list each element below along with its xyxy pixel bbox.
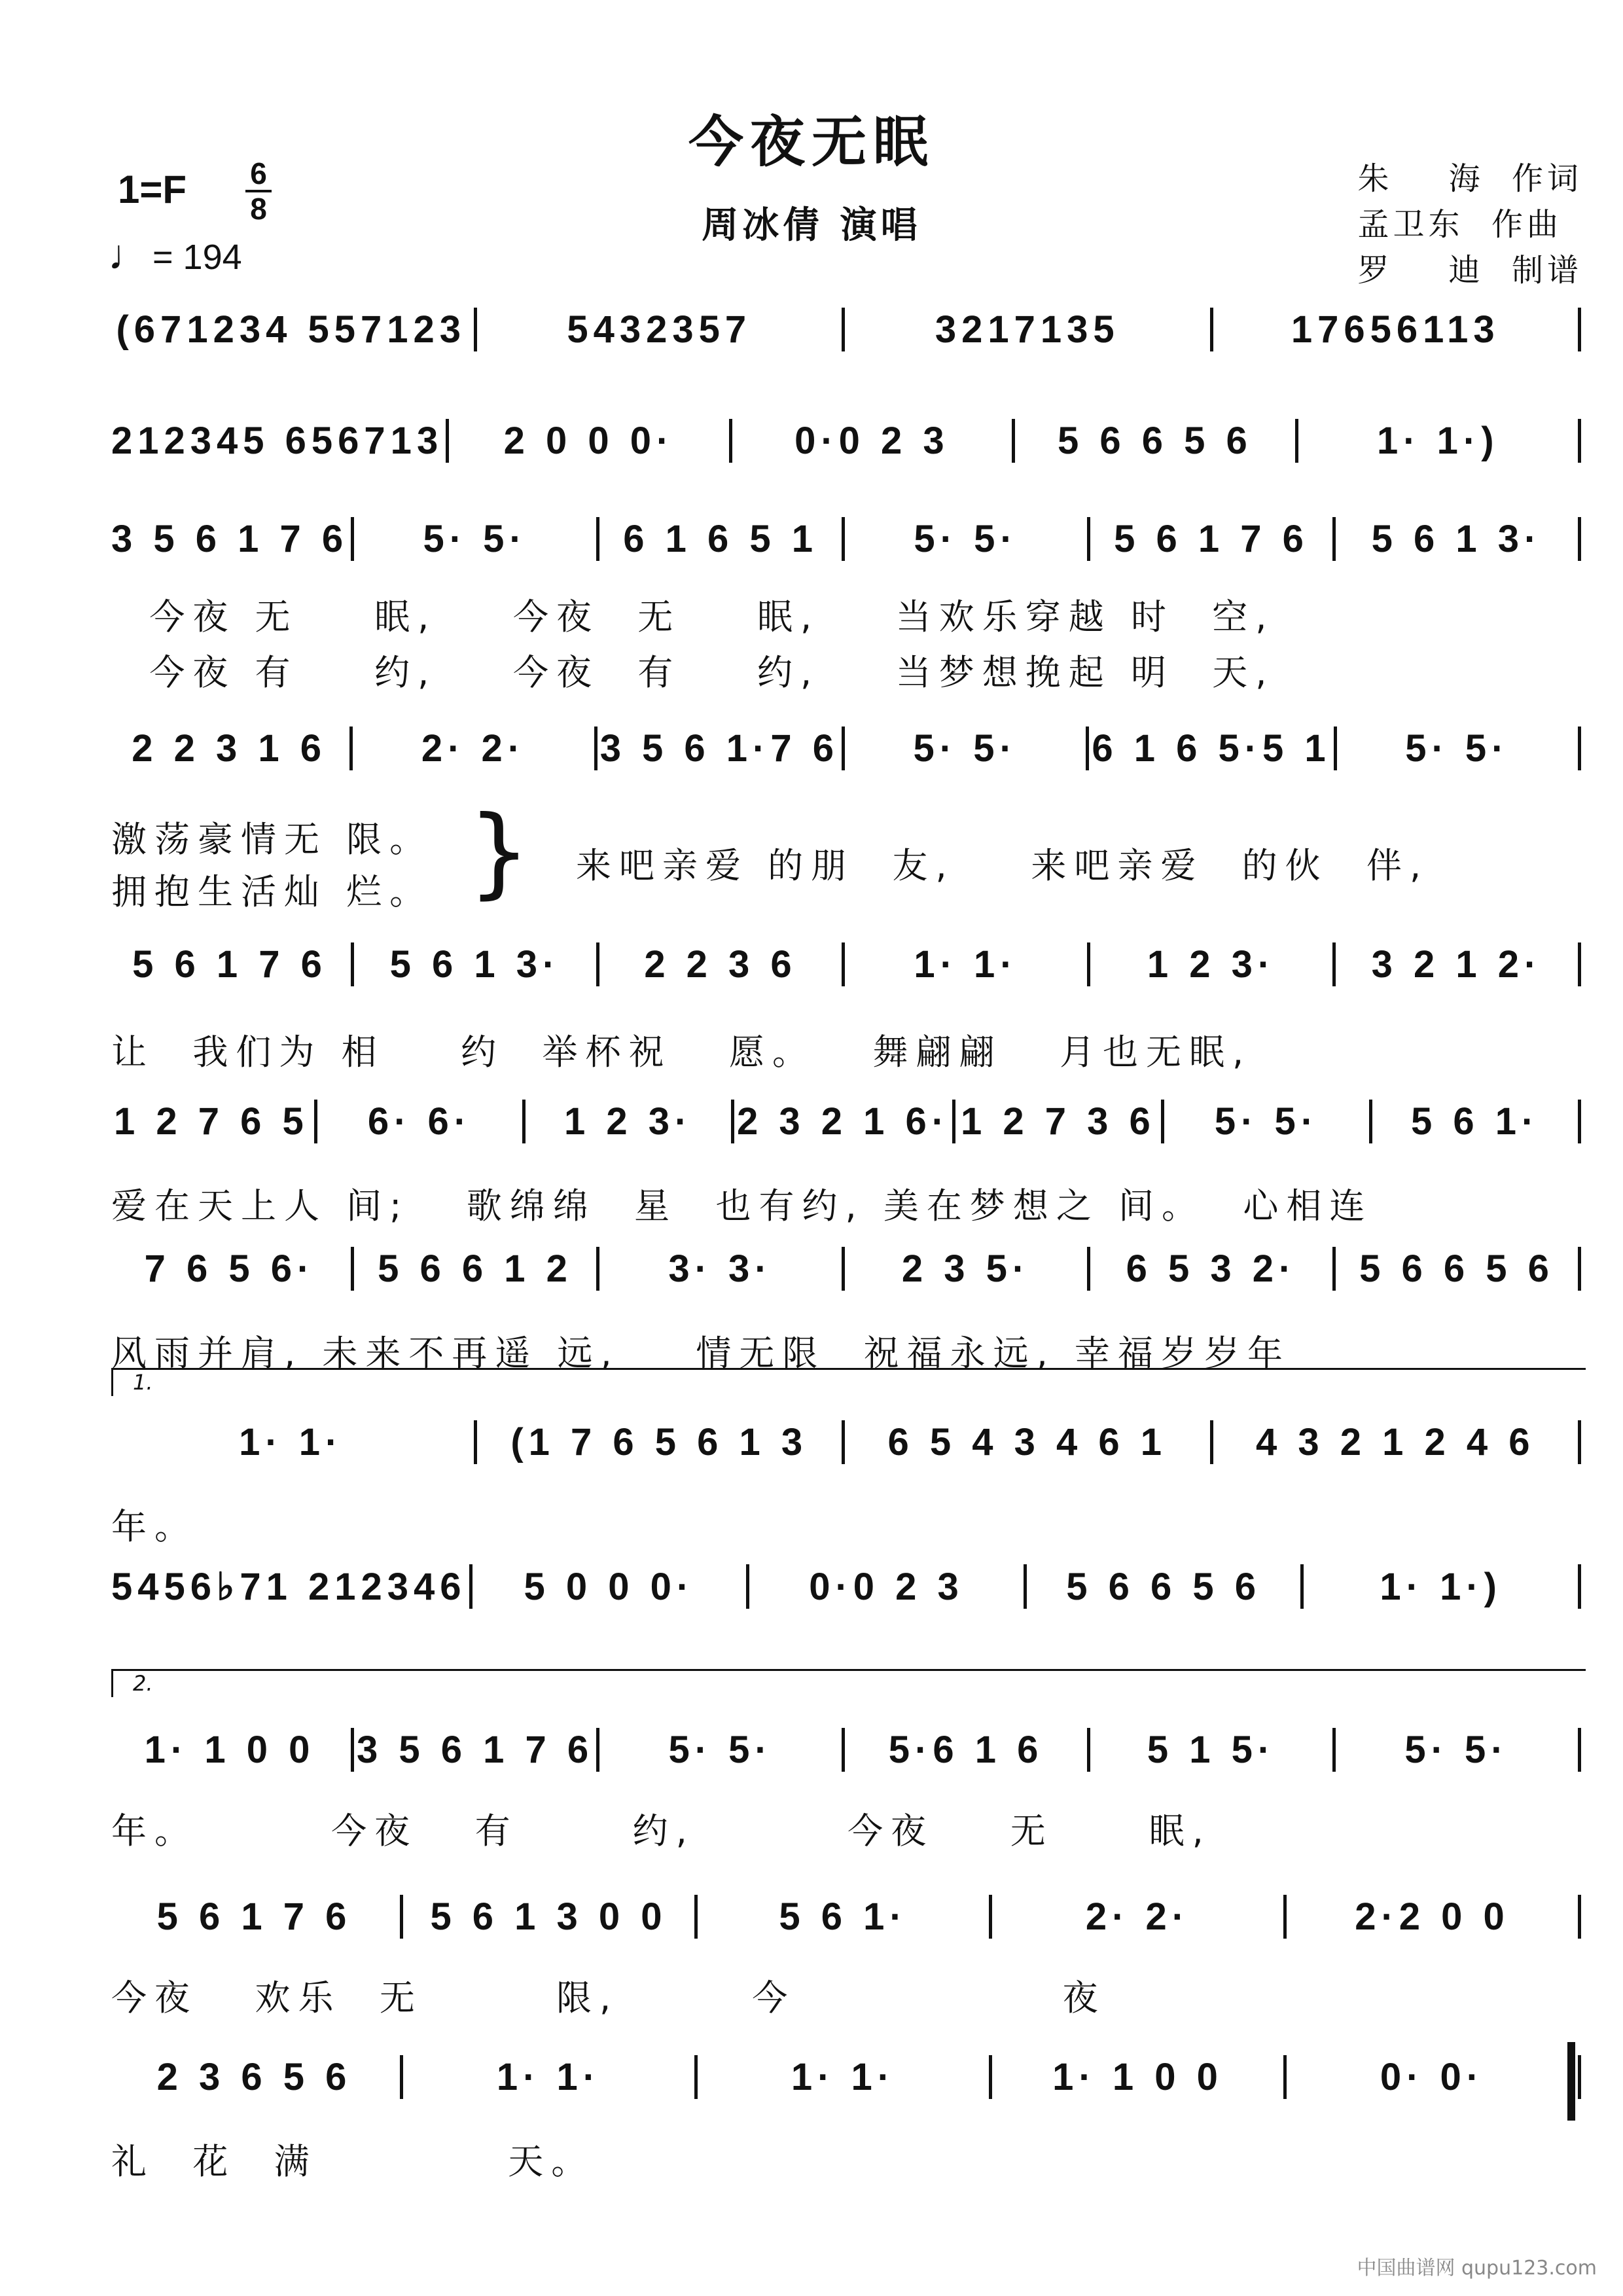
measure: 5· 5· [668,1729,773,1771]
watermark: 中国曲谱网 qupu123.com [1357,2257,1597,2280]
measure: 7 6 5 6· [144,1247,315,1290]
measure: 4 3 2 1 2 4 6 [1256,1421,1535,1463]
credits-block [1357,156,1582,293]
measure: 1 2 3· [1147,943,1276,986]
measure: 17656113 [1291,308,1500,351]
measure: 6 1 6 5 1 [623,518,818,560]
measure: 1· 1· [496,2056,601,2098]
barline [1578,942,1581,986]
barline [1578,1895,1581,1939]
barline [952,1100,955,1143]
measure: 0·0 2 3 [809,1566,964,1608]
measure: 2 3 5· [901,1247,1031,1290]
barline [1578,1100,1581,1143]
barline [842,1247,845,1291]
measure: 5· 5· [1214,1100,1319,1143]
measure: 2 0 0 0· [503,420,675,462]
notation-row [111,1100,1584,1143]
barline [1578,308,1581,351]
measure: 2 3 6 5 6 [156,2056,352,2098]
barline [1578,1728,1581,1772]
measure: 2· 2· [1085,1895,1190,1938]
barline [1283,2055,1287,2099]
lyric-line: 激荡豪情无 限。 [111,819,433,860]
measure: 5 6 1· [1411,1100,1540,1143]
barline [1300,1564,1304,1609]
barline [1578,2055,1581,2099]
barline [746,1564,749,1609]
measure: 5· 5· [1405,727,1510,770]
singer-credit: 周冰倩 演唱 [702,204,921,247]
measure: 212345 656713 [111,420,444,462]
final-barline [1567,2042,1575,2121]
barline [351,517,354,561]
notation-row [111,517,1584,561]
barline [1087,1728,1090,1772]
barline [1295,419,1298,463]
volta-label: 2. [133,1671,153,1696]
tempo-marking [108,230,242,279]
barline [1578,419,1581,463]
measure: 1 2 7 6 5 [113,1100,309,1143]
barline [596,517,599,561]
measure: 3 2 1 2· [1371,943,1543,986]
volta-label: 1. [133,1370,153,1395]
barline [596,1247,599,1291]
measure: 5 6 6 5 6 [1057,420,1253,462]
measure: 3· 3· [668,1247,773,1290]
measure: 5·6 1 6 [888,1729,1044,1771]
lyric-line: 来吧亲爱 的朋 友, 来吧亲爱 的伙 伴, [576,845,1429,886]
barline [351,1247,354,1291]
measure: 5· 5· [914,518,1018,560]
barline [842,942,845,986]
barline [1578,517,1581,561]
measure: 5456♭71 212346 [111,1566,467,1608]
song-title: 今夜无眠 [688,109,935,174]
barline [400,2055,403,2099]
barline [842,726,845,770]
barline [1012,419,1015,463]
measure: 5 6 1 3· [1371,518,1543,560]
notation-row [111,1564,1584,1609]
time-signature [245,158,272,224]
measure: (671234 557123 [116,308,466,351]
measure: (1 7 6 5 6 1 3 [510,1421,808,1463]
barline [469,1564,473,1609]
lyricist-credit: 朱 海 作词 [1357,160,1582,197]
notation-row [111,1895,1584,1939]
barline [1087,517,1090,561]
verse-brace: } [468,795,531,909]
barline [1578,1247,1581,1291]
measure: 2·2 0 0 [1355,1895,1510,1938]
barline [1161,1100,1164,1143]
notation-row [111,419,1584,463]
barline [314,1100,317,1143]
measure: 6 5 3 2· [1126,1247,1297,1290]
measure: 5 6 1 3· [389,943,561,986]
barline [1024,1564,1027,1609]
lyric-line: 让 我们为 相 约 举杯祝 愿。 舞翩翩 月也无眠, [111,1031,1252,1073]
measure: 0·0 2 3 [794,420,950,462]
measure: 1· 1· [791,2056,896,2098]
barline [842,308,845,351]
quarter-note-icon: ♩ [108,231,150,278]
lyric-line: 年。 今夜 有 约, 今夜 无 眠, [111,1810,1211,1852]
barline [731,1100,734,1143]
barline [1369,1100,1372,1143]
measure: 5· 5· [1404,1729,1509,1771]
volta-bracket-2 [111,1669,1586,1697]
barline [1210,308,1213,351]
barline [1283,1895,1287,1939]
barline [1332,1728,1336,1772]
barline [596,1728,599,1772]
measure: 5 6 1· [779,1895,908,1938]
measure: 5 6 6 5 6 [1359,1247,1554,1290]
measure: 5 6 6 5 6 [1066,1566,1261,1608]
measure: 5 6 6 1 2 [378,1247,573,1290]
barline [349,726,353,770]
measure: 1 2 7 3 6 [960,1100,1156,1143]
barline [842,1728,845,1772]
barline [729,419,732,463]
measure: 5 0 0 0· [524,1566,695,1608]
measure: 1· 1 0 0 [144,1729,315,1771]
arranger-credit: 罗 迪 制谱 [1357,252,1582,289]
measure: 5 6 1 7 6 [132,943,327,986]
measure: 5432357 [567,308,752,351]
barline [474,1420,477,1464]
notation-row [111,1420,1584,1464]
measure: 1· 1 0 0 [1052,2056,1223,2098]
time-sig-top: 6 [250,156,267,190]
notation-row [111,2055,1584,2099]
barline [522,1100,526,1143]
tempo-value: = 194 [152,238,242,277]
barline [400,1895,403,1939]
measure: 0· 0· [1380,2056,1485,2098]
measure: 3 5 6 1 7 6 [111,518,349,560]
lyric-line: 年。 [111,1506,198,1547]
measure: 2 2 3 6 [644,943,797,986]
key-signature: 1=F [118,168,187,211]
barline [351,1728,354,1772]
notation-row [111,942,1584,986]
barline [989,1895,992,1939]
measure: 1· 1·) [1380,1566,1502,1608]
measure: 5· 5· [913,727,1018,770]
barline [1087,942,1090,986]
measure: 3 5 6 1 7 6 [356,1729,594,1771]
measure: 2 2 3 1 6 [132,727,327,770]
measure: 3217135 [935,308,1120,351]
measure: 5· 5· [423,518,527,560]
measure: 5 1 5· [1147,1729,1276,1771]
barline [1087,1247,1090,1291]
time-sig-bottom: 8 [250,192,267,226]
lyric-line: 今夜 无 眠, 今夜 无 眠, 当欢乐穿越 时 空, [111,596,1275,637]
barline [1086,726,1089,770]
lyric-line: 今夜 有 约, 今夜 有 约, 当梦想挽起 明 天, [111,652,1275,693]
barline [446,419,449,463]
barline [596,942,599,986]
barline [1332,1247,1336,1291]
measure: 1 2 3· [563,1100,693,1143]
lyric-line: 礼 花 满 天。 [111,2141,595,2182]
measure: 6 5 4 3 4 6 1 [887,1421,1167,1463]
measure: 6 1 6 5·5 1 [1092,727,1331,770]
measure: 2· 2· [421,727,526,770]
notation-row [111,1728,1584,1772]
lyric-line: 风雨并肩, 未来不再遥 远, 情无限 祝福永远, 幸福岁岁年 [111,1333,1291,1374]
measure: 6· 6· [367,1100,473,1143]
notation-row [111,1247,1584,1291]
barline [474,308,477,351]
barline [1578,1420,1581,1464]
composer-credit: 孟卫东 作曲 [1357,206,1562,243]
barline [842,1420,845,1464]
barline [594,726,597,770]
barline [1334,726,1337,770]
barline [1210,1420,1213,1464]
barline [351,942,354,986]
lyric-line: 今夜 欢乐 无 限, 今 夜 [111,1977,1106,2018]
notation-row [111,308,1584,351]
volta-bracket-1 [111,1368,1586,1396]
measure: 5 6 1 7 6 [156,1895,352,1938]
barline [1578,726,1581,770]
measure: 3 5 6 1·7 6 [599,727,839,770]
barline [989,2055,992,2099]
lyric-line: 爱在天上人 间; 歌绵绵 星 也有约, 美在梦想之 间。 心相连 [111,1185,1373,1227]
measure: 5 6 1 3 0 0 [430,1895,668,1938]
measure: 2 3 2 1 6· [736,1100,950,1143]
lyric-line: 拥抱生活灿 烂。 [111,871,433,912]
barline [1332,517,1336,561]
measure: 1· 1·) [1377,420,1499,462]
barline [694,1895,698,1939]
barline [1332,942,1336,986]
barline [842,517,845,561]
barline [1578,1564,1581,1609]
measure: 1· 1· [239,1421,344,1463]
barline [694,2055,698,2099]
measure: 1· 1· [914,943,1018,986]
notation-row [111,726,1584,770]
measure: 5 6 1 7 6 [1114,518,1309,560]
